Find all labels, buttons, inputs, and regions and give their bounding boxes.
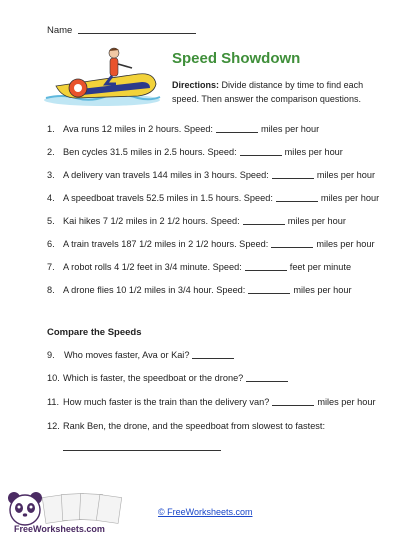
worksheet-title: Speed Showdown <box>172 50 301 67</box>
question-text: Rank Ben, the drone, and the speedboat from slowest to fastest: <box>63 421 326 431</box>
question-number: 7. <box>47 262 55 272</box>
section-heading: Compare the Speeds <box>47 327 142 338</box>
question-text: A delivery van travels 144 miles in 3 hours. Speed: <box>63 170 269 180</box>
compare-item <box>47 397 376 407</box>
question-number: 12. <box>47 421 60 431</box>
question-unit: miles per hour <box>287 216 346 226</box>
directions-label: Directions: <box>172 80 220 90</box>
compare-item <box>47 350 237 360</box>
question-unit: miles per hour <box>293 285 352 295</box>
question-number: 1. <box>47 124 55 134</box>
compare-item <box>47 373 291 383</box>
question-text: A speedboat travels 52.5 miles in 1.5 hours. Speed: <box>63 193 273 203</box>
question-unit: miles per hour <box>317 397 376 407</box>
question-item <box>47 262 351 272</box>
question-number: 6. <box>47 239 55 249</box>
question-item <box>47 216 346 226</box>
answer-blank[interactable] <box>192 358 234 359</box>
answer-blank[interactable] <box>272 178 314 179</box>
answer-blank[interactable] <box>248 293 290 294</box>
question-item <box>47 124 319 134</box>
name-row <box>47 25 196 36</box>
question-unit: miles per hour <box>284 147 343 157</box>
question-item <box>47 170 375 180</box>
answer-blank[interactable] <box>276 201 318 202</box>
name-label: Name <box>47 25 73 36</box>
jet-ski-illustration <box>42 44 164 108</box>
question-text: How much faster is the train than the delivery van? <box>63 397 270 407</box>
footer-link[interactable]: © FreeWorksheets.com <box>158 507 253 517</box>
directions-text: Divide distance by time to find each speed. Then answer the comparison questions. <box>172 80 364 104</box>
question-number: 5. <box>47 216 55 226</box>
question-text: Which is faster, the speedboat or the drone? <box>63 373 244 383</box>
question-unit: feet per minute <box>289 262 352 272</box>
question-number: 10. <box>47 373 60 383</box>
question-unit: miles per hour <box>316 170 376 180</box>
answer-blank[interactable] <box>216 132 258 133</box>
question-text: A train travels 187 1/2 miles in 2 1/2 hours. Speed: <box>63 239 269 249</box>
question-text: Ben cycles 31.5 miles in 2.5 hours. Speed: <box>63 147 237 157</box>
question-item <box>47 285 352 295</box>
question-item <box>47 193 379 203</box>
question-text: Who moves faster, Ava or Kai? <box>64 350 190 360</box>
question-unit: miles per hour <box>260 124 320 134</box>
question-number: 8. <box>47 285 55 295</box>
question-number: 3. <box>47 170 55 180</box>
question-text: A robot rolls 4 1/2 feet in 3/4 minute. Speed: <box>63 262 242 272</box>
question-unit: miles per hour <box>320 193 380 203</box>
logo-wordmark: FreeWorksheets.com <box>14 524 105 534</box>
answer-line[interactable] <box>63 450 221 451</box>
question-number: 9. <box>47 350 55 360</box>
question-number: 4. <box>47 193 55 203</box>
question-number: 11. <box>47 397 60 407</box>
answer-blank[interactable] <box>272 405 314 406</box>
compare-item <box>47 421 325 431</box>
question-text: Kai hikes 7 1/2 miles in 2 1/2 hours. Speed: <box>63 216 240 226</box>
directions <box>172 78 386 106</box>
question-text: Ava runs 12 miles in 2 hours. Speed: <box>63 124 213 134</box>
answer-blank[interactable] <box>245 270 287 271</box>
question-number: 2. <box>47 147 55 157</box>
question-unit: miles per hour <box>316 239 375 249</box>
question-text: A drone flies 10 1/2 miles in 3/4 hour. Speed: <box>63 285 246 295</box>
answer-blank[interactable] <box>246 381 288 382</box>
answer-blank[interactable] <box>271 247 313 248</box>
question-item <box>47 147 343 157</box>
answer-blank[interactable] <box>240 155 282 156</box>
name-input-line[interactable] <box>78 33 196 34</box>
freeworksheets-logo <box>6 490 144 536</box>
question-item <box>47 239 375 249</box>
answer-blank[interactable] <box>243 224 285 225</box>
